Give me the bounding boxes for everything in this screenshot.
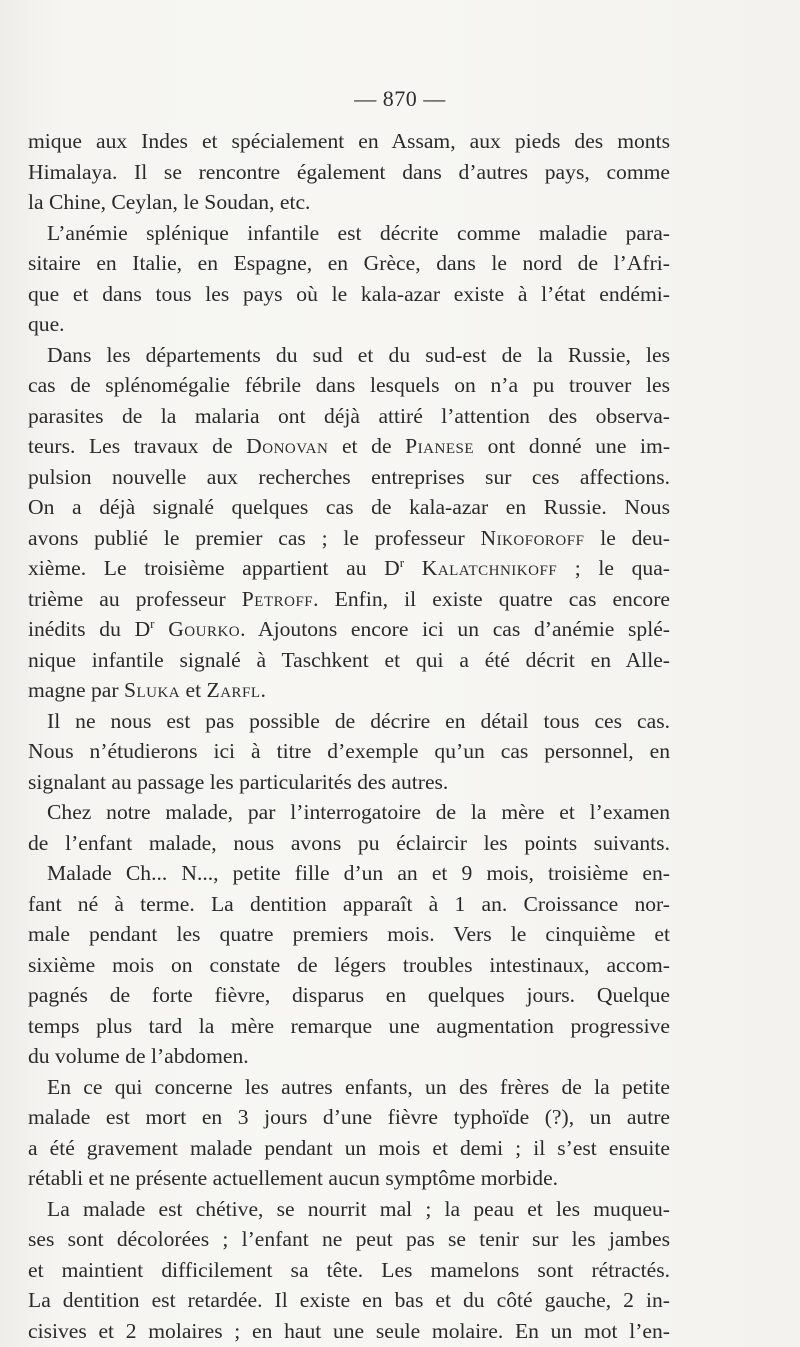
text-line: parasites de la malaria ont déjà attiré l’attention des observa- — [28, 403, 670, 428]
body-text — [28, 126, 670, 1346]
text-line: Dans les départements du sud et du sud-est de la Russie, les — [47, 342, 670, 367]
text-line: La dentition est retardée. Il existe en bas et du côté gauche, 2 in- — [28, 1288, 670, 1312]
text-line: magne par Sluka et Zarfl. — [28, 678, 266, 702]
text-line: la Chine, Ceylan, le Soudan, etc. — [28, 190, 311, 214]
text-line: nique infantile signalé à Taschkent et qui a été décrit en Alle- — [28, 647, 670, 672]
text-line: avons publié le premier cas ; le professeur Nikoforoff le deu- — [28, 525, 670, 550]
text-line: male pendant les quatre premiers mois. Vers le cinquième et — [28, 922, 670, 946]
text-line: Malade Ch... N..., petite fille d’un an et 9 mois, troisième en- — [47, 861, 670, 885]
page-number: — 870 — — [354, 86, 446, 111]
text-line: Himalaya. Il se rencontre également dans d’autres pays, comme — [28, 159, 670, 184]
text-line: Nous n’étudierons ici à titre d’exemple qu’un cas personnel, en — [28, 739, 670, 763]
text-line: L’anémie splénique infantile est décrite comme maladie para- — [47, 220, 670, 245]
text-line: mique aux Indes et spécialement en Assam, aux pieds des monts — [28, 129, 670, 153]
text-line: pulsion nouvelle aux recherches entreprises sur ces affections. — [28, 464, 670, 489]
text-line: teurs. Les travaux de Donovan et de Pianese ont donné une im- — [28, 434, 671, 458]
text-line: rétabli et ne présente actuellement aucun symptôme morbide. — [28, 1166, 559, 1190]
text-line: a été gravement malade pendant un mois et demi ; il s’est ensuite — [28, 1135, 670, 1160]
text-line: fant né à terme. La dentition apparaît à 1 an. Croissance nor- — [28, 891, 670, 916]
text-line: malade est mort en 3 jours d’une fièvre typhoïde (?), un autre — [28, 1105, 670, 1129]
text-line: On a déjà signalé quelques cas de kala-azar en Russie. Nous — [28, 495, 670, 519]
text-line: sitaire en Italie, en Espagne, en Grèce, dans le nord de l’Afri- — [28, 251, 670, 275]
text-line: que. — [28, 312, 65, 336]
text-line: signalant au passage les particularités des autres. — [28, 769, 449, 794]
text-line: La malade est chétive, se nourrit mal ; la peau et les muqueu- — [47, 1196, 670, 1221]
text-line: cisives et 2 molaires ; en haut une seule molaire. En un mot l’en- — [28, 1318, 670, 1343]
text-line: cas de splénomégalie fébrile dans lesquels on n’a pu trouver les — [28, 373, 670, 397]
text-line: ses sont décolorées ; l’enfant ne peut pas se tenir sur les jambes — [28, 1227, 670, 1251]
text-line: trième au professeur Petroff. Enfin, il existe quatre cas encore — [28, 586, 670, 611]
text-line: de l’enfant malade, nous avons pu éclaircir les points suivants. — [28, 830, 670, 855]
text-line: xième. Le troisième appartient au $D^r$ Kalatchnikoff ; le qua- — [28, 554, 670, 580]
text-line: sixième mois on constate de légers troubles intestinaux, accom- — [28, 952, 670, 977]
text-line: et maintient difficilement sa tête. Les mamelons sont rétractés. — [28, 1257, 670, 1282]
text-line: du volume de l’abdomen. — [28, 1044, 249, 1068]
text-line: pagnés de forte fièvre, disparus en quelques jours. Quelque — [28, 983, 670, 1007]
text-line: inédits du $D^r$ Gourko. Ajoutons encore ici un cas d’anémie splé- — [28, 615, 670, 641]
text-line: temps plus tard la mère remarque une augmentation progressive — [28, 1013, 670, 1038]
text-line: Il ne nous est pas possible de décrire en détail tous ces cas. — [47, 708, 670, 733]
text-line: Chez notre malade, par l’interrogatoire de la mère et l’examen — [47, 800, 670, 824]
text-line: En ce qui concerne les autres enfants, un des frères de la petite — [47, 1074, 670, 1099]
text-line: que et dans tous les pays où le kala-azar existe à l’état endémi- — [28, 281, 670, 306]
